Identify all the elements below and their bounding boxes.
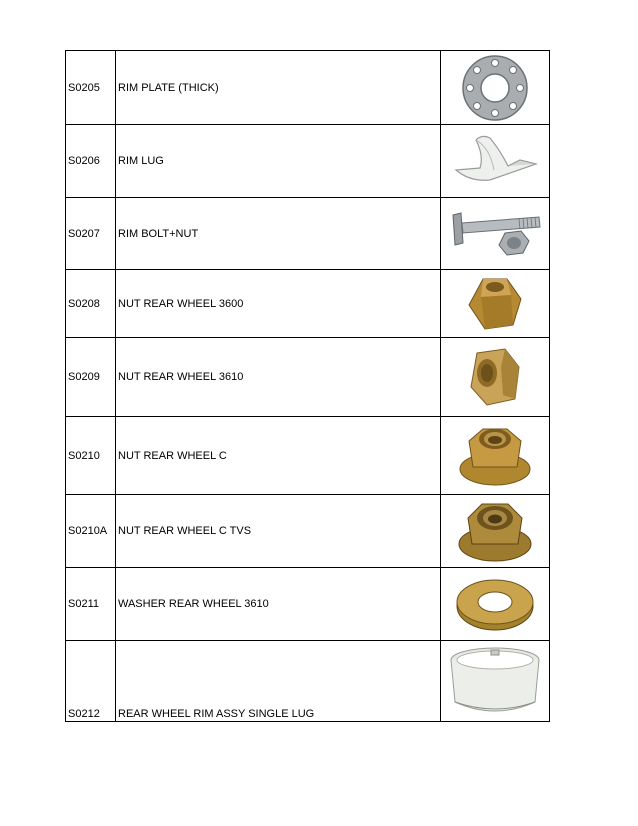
part-image-cell	[441, 568, 550, 641]
rim-bolt-nut-image	[447, 209, 543, 259]
part-image-cell	[441, 198, 550, 270]
table-row	[66, 641, 550, 722]
flange-nut-image	[457, 423, 533, 489]
table-row	[66, 125, 550, 198]
part-code: S0211	[66, 568, 116, 641]
nut-image	[467, 277, 523, 331]
part-image-cell	[441, 495, 550, 568]
part-code: S0208	[66, 270, 116, 338]
part-code: S0205	[66, 51, 116, 125]
part-image-cell	[441, 125, 550, 198]
part-code: S0209	[66, 338, 116, 417]
part-description: RIM BOLT+NUT	[116, 198, 441, 270]
part-description: NUT REAR WHEEL 3600	[116, 270, 441, 338]
part-image-cell	[441, 641, 550, 722]
nut-image	[469, 347, 521, 407]
table-row	[66, 270, 550, 338]
rim-plate-image	[458, 54, 532, 122]
wheel-rim-image	[447, 644, 543, 718]
part-code: S0212	[66, 641, 116, 722]
part-code: S0210A	[66, 495, 116, 568]
part-description: NUT REAR WHEEL 3610	[116, 338, 441, 417]
table-row	[66, 417, 550, 495]
parts-table	[65, 50, 550, 722]
part-code: S0207	[66, 198, 116, 270]
part-image-cell	[441, 270, 550, 338]
part-description: RIM PLATE (THICK)	[116, 51, 441, 125]
part-description: NUT REAR WHEEL C TVS	[116, 495, 441, 568]
part-description: WASHER REAR WHEEL 3610	[116, 568, 441, 641]
washer-image	[455, 576, 535, 632]
part-image-cell	[441, 51, 550, 125]
part-code: S0206	[66, 125, 116, 198]
part-code: S0210	[66, 417, 116, 495]
part-description: REAR WHEEL RIM ASSY SINGLE LUG	[116, 641, 441, 722]
table-row	[66, 338, 550, 417]
part-image-cell	[441, 417, 550, 495]
table-row	[66, 495, 550, 568]
flange-nut-image	[456, 498, 534, 564]
table-row	[66, 568, 550, 641]
table-row	[66, 198, 550, 270]
part-description: NUT REAR WHEEL C	[116, 417, 441, 495]
part-description: RIM LUG	[116, 125, 441, 198]
table-row	[66, 51, 550, 125]
part-image-cell	[441, 338, 550, 417]
rim-lug-image	[450, 130, 540, 192]
